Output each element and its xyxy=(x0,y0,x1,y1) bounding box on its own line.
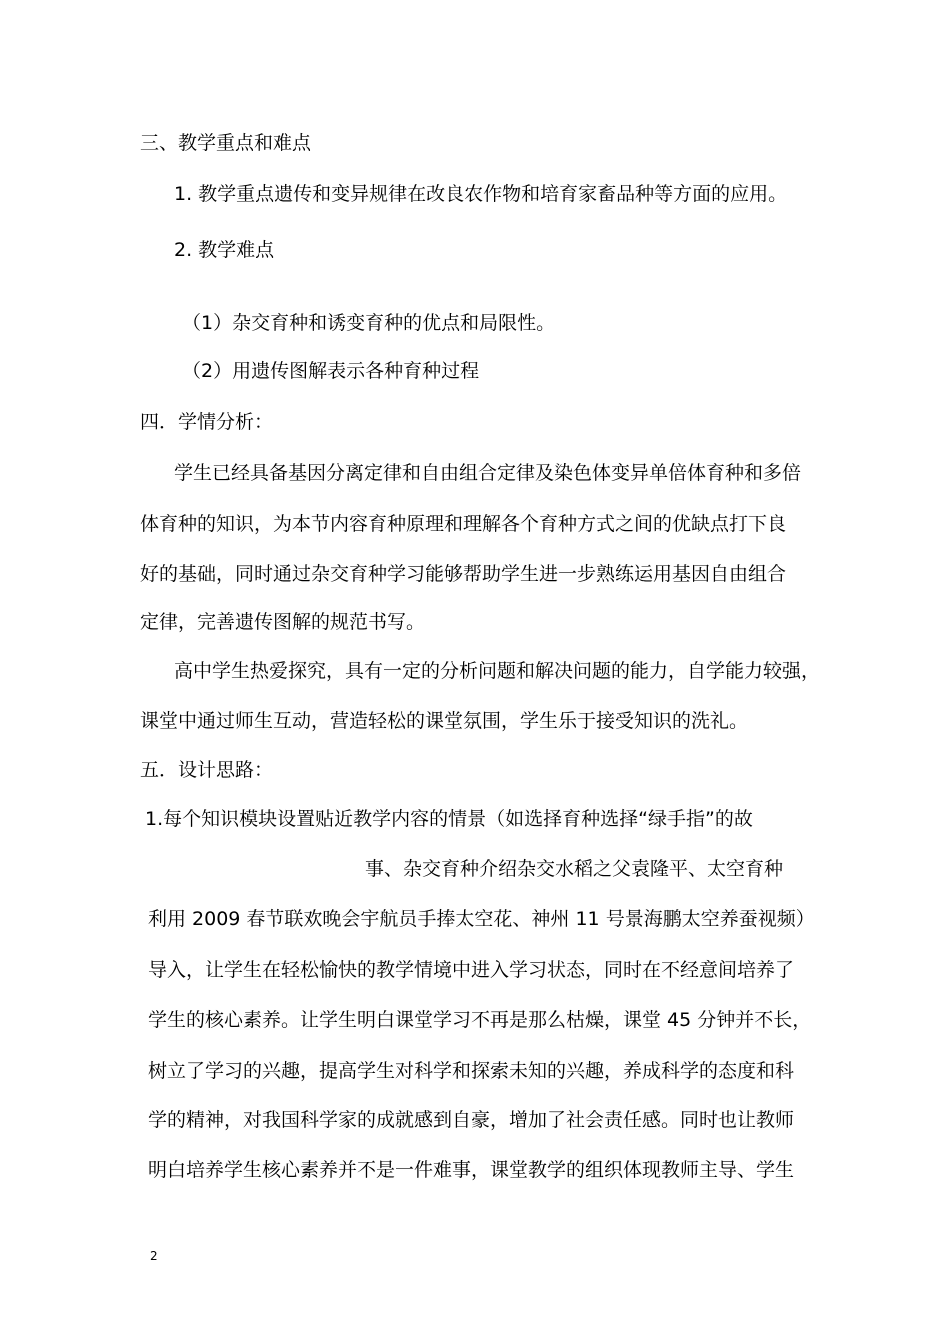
text-line: 课堂中通过师生互动，营造轻松的课堂氛围，学生乐于接受知识的洗礼。 xyxy=(140,710,749,732)
text-line: 2. 教学难点 xyxy=(174,239,275,261)
text-line: 导入，让学生在轻松愉快的教学情境中进入学习状态，同时在不经意间培养了 xyxy=(148,959,795,981)
text-line: （1）杂交育种和诱变育种的优点和局限性。 xyxy=(182,312,556,334)
section-heading-4: 四．学情分析： xyxy=(140,411,274,433)
page-number: 2 xyxy=(150,1249,158,1263)
text-line: 学的精神，对我国科学家的成就感到自豪，增加了社会责任感。同时也让教师 xyxy=(148,1109,795,1131)
text-line: 利用 2009 春节联欢晚会宇航员手捧太空花、神州 11 号景海鹏太空养蚕视频） xyxy=(148,908,815,930)
text-line: （2）用遗传图解表示各种育种过程 xyxy=(182,360,480,382)
text-line: 1.每个知识模块设置贴近教学内容的情景（如选择育种选择“绿手指”的故 xyxy=(145,808,753,830)
text-line: 好的基础，同时通过杂交育种学习能够帮助学生进一步熟练运用基因自由组合 xyxy=(140,563,787,585)
text-line: 1. 教学重点遗传和变异规律在改良农作物和培育家畜品种等方面的应用。 xyxy=(174,183,788,205)
text-line: 学生的核心素养。让学生明白课堂学习不再是那么枯燥，课堂 45 分钟并不长， xyxy=(148,1009,812,1031)
section-heading-3: 三、教学重点和难点 xyxy=(140,132,312,154)
section-heading-5: 五．设计思路： xyxy=(140,759,274,781)
text-line: 定律，完善遗传图解的规范书写。 xyxy=(140,611,426,633)
text-line: 学生已经具备基因分离定律和自由组合定律及染色体变异单倍体育种和多倍 xyxy=(174,462,802,484)
text-line: 高中学生热爱探究，具有一定的分析问题和解决问题的能力，自学能力较强， xyxy=(174,660,821,682)
text-line: 树立了学习的兴趣，提高学生对科学和探索未知的兴趣，养成科学的态度和科 xyxy=(148,1060,795,1082)
text-line: 事、杂交育种介绍杂交水稻之父袁隆平、太空育种 xyxy=(365,858,784,880)
text-line: 体育种的知识，为本节内容育种原理和理解各个育种方式之间的优缺点打下良 xyxy=(140,513,787,535)
text-line: 明白培养学生核心素养并不是一件难事，课堂教学的组织体现教师主导、学生 xyxy=(148,1159,795,1181)
